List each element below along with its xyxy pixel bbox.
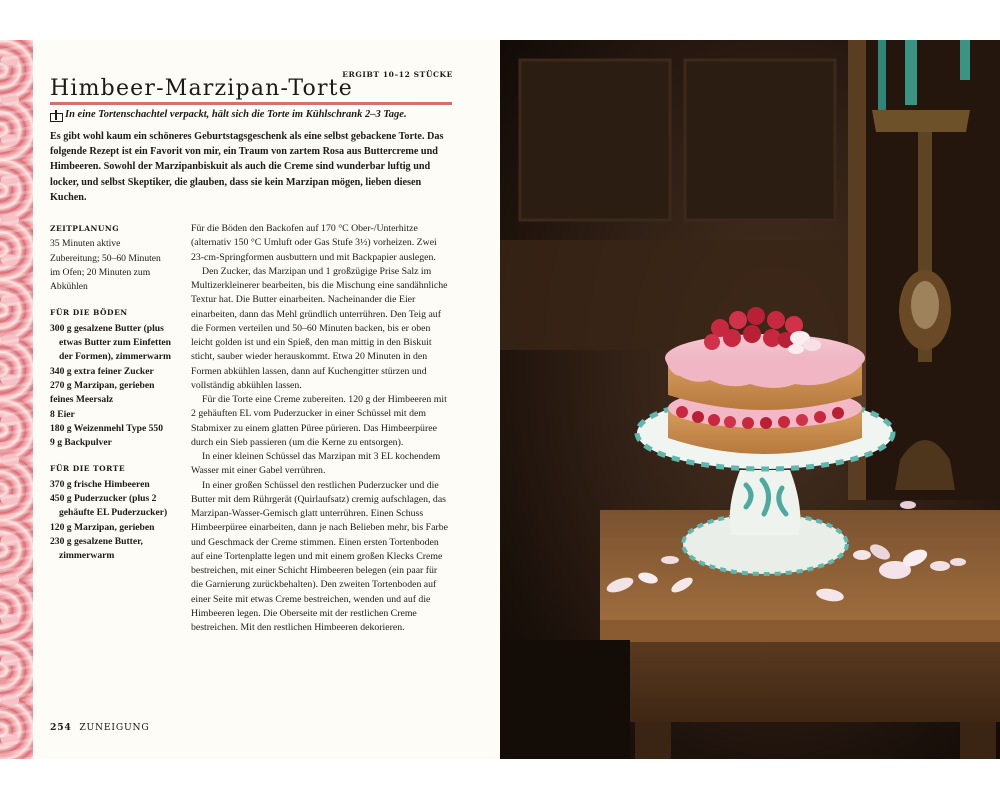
gift-box-icon [50,110,61,120]
candelabra-porcelain [911,281,939,329]
cake-photo [500,40,1000,759]
timing-block [50,222,172,294]
floor-shadow [500,640,630,759]
ingredient-item: 370 g frische Himbeeren [50,478,150,490]
candle [878,40,886,110]
ingredient-item: 340 g extra feiner Zucker [50,365,154,377]
wall-panel [520,60,670,220]
table-leg [960,722,996,759]
ingredient-item: 120 g Marzipan, gerieben [50,521,155,533]
table-edge [600,620,1000,642]
ingredient-item: 300 g gesalzene Butter (plus etwas Butter zum Einfetten der Formen), zimmerwarm [50,322,171,363]
ingredient-item: 270 g Marzipan, gerieben [50,379,155,391]
chapter-name: ZUNEIGUNG [79,722,150,733]
timing-text: 35 Minuten aktive Zubereitung; 50–60 Minuten im Ofen; 20 Minuten zum Abkühlen [50,238,161,293]
ingredient-item: 450 g Puderzucker (plus 2 gehäufte EL Puderzucker) [50,493,168,519]
table-leg [635,722,671,759]
cake-ingredients [50,462,172,563]
cake-photo-illustration [500,40,1000,759]
page-footer [50,722,149,733]
book-spread [0,40,1000,759]
recipe-intro: Es gibt wohl kaum ein schöneres Geburtstagsgeschenk als eine selbst gebackene Torte. Das folgende Rezept ist ein Favorit von mir, ein Traum von zartem Rosa aus Buttercreme und Himbeeren. Sowohl der Marzipanbiskuit als auch die Creme sind wunderbar luftig und locker, und selbst Skeptiker, die glauben, dass sie kein Marzipan mögen, lieben diesen Kuchen. [50,131,444,203]
ingredient-item: 9 g Backpulver [50,437,112,449]
cake-heading: FÜR DIE TORTE [50,464,126,474]
ingredient-item: 8 Eier [50,408,75,420]
method-step: In einer kleinen Schüssel das Marzipan mit 3 EL kochendem Wasser mit einer Gabel verrühren. [191,451,441,477]
bases-heading: FÜR DIE BÖDEN [50,308,128,318]
method-step: Den Zucker, das Marzipan und 1 großzügige Prise Salz im Multizerkleinerer bearbeiten, bis die Mischung eine sandähnliche Textur hat. Die Butter einarbeiten. Nacheinander die Eier einarbeiten, dann das Mehl gründlich unterrühren. Den Teig auf die Formen verteilen und 50–60 Minuten backen, bis er oben leicht golden ist und ein Spieß, den man mittig in den Biskuit sticht, sauber wieder herauskommt. Etwa 20 Minuten in den Formen abkühlen lassen, dann auf Kuchengitter stürzen und vollständig abkühlen lassen. [191,265,448,391]
timing-heading: ZEITPLANUNG [50,224,120,233]
method-step: Für die Torte eine Creme zubereiten. 120 g der Himbeeren mit 2 gehäuften EL vom Puderzucker in einer Schüssel mit dem Stabmixer zu einem glatten Püree pürieren. Das Himbeerpüree durch ein Sieb passieren (um die Kerne zu entsorgen). [191,394,447,448]
ingredient-item: 180 g Weizenmehl Type 550 [50,422,163,434]
wall-panel [685,60,835,220]
ingredient-item: feines Meersalz [50,394,114,406]
recipe-page [33,40,500,759]
marbled-paper-strip [0,40,33,759]
method-step: Für die Böden den Backofen auf 170 °C Ober-/Unterhitze (alternativ 150 °C Umluft oder Gas Stufe 3½) vorheizen. Zwei 23-cm-Springformen ausbuttern und mit Backpapier auslegen. [191,223,437,263]
recipe-yield: ERGIBT 10–12 STÜCKE [342,70,453,79]
method-text [191,222,449,635]
candle [905,40,917,105]
method-step: In einer großen Schüssel den restlichen Puderzucker und die Butter mit dem Rührgerät (Quirlaufsatz) cremig aufschlagen, das Marzipan-Wasser-Gemisch glatt unterrühren. Einen Schuss Himbeerpüree einarbeiten, dann je nach Belieben mehr, bis Farbe und Geschmack der Creme stimmen. Einen ersten Tortenboden auf eine Tortenplatte legen und mit einem großen Klecks Creme bestreichen, mit einer Schicht Himbeeren belegen (ein paar für die Garnierung zurückbehalten). Den zweiten Tortenboden auf einer Seite mit etwas Creme bestreichen, wenden und auf die Himbeeren legen. Die Oberseite mit der restlichen Creme bestreichen. Mit den restlichen Himbeeren dekorieren. [191,479,448,633]
ingredients-sidebar [50,222,172,576]
table-apron [620,642,1000,722]
storage-tip-text: In eine Tortenschachtel verpackt, hält sich die Torte im Kühlschrank 2–3 Tage. [65,109,407,120]
storage-tip [50,109,470,120]
ingredient-item: 230 g gesalzene Butter, zimmerwarm [50,535,143,562]
page-number: 254 [50,722,72,733]
recipe-title: Himbeer-Marzipan-Torte [50,76,353,101]
bases-ingredients [50,306,172,450]
candle [960,40,970,80]
title-rule [50,102,452,105]
candelabra-arm [872,110,970,132]
